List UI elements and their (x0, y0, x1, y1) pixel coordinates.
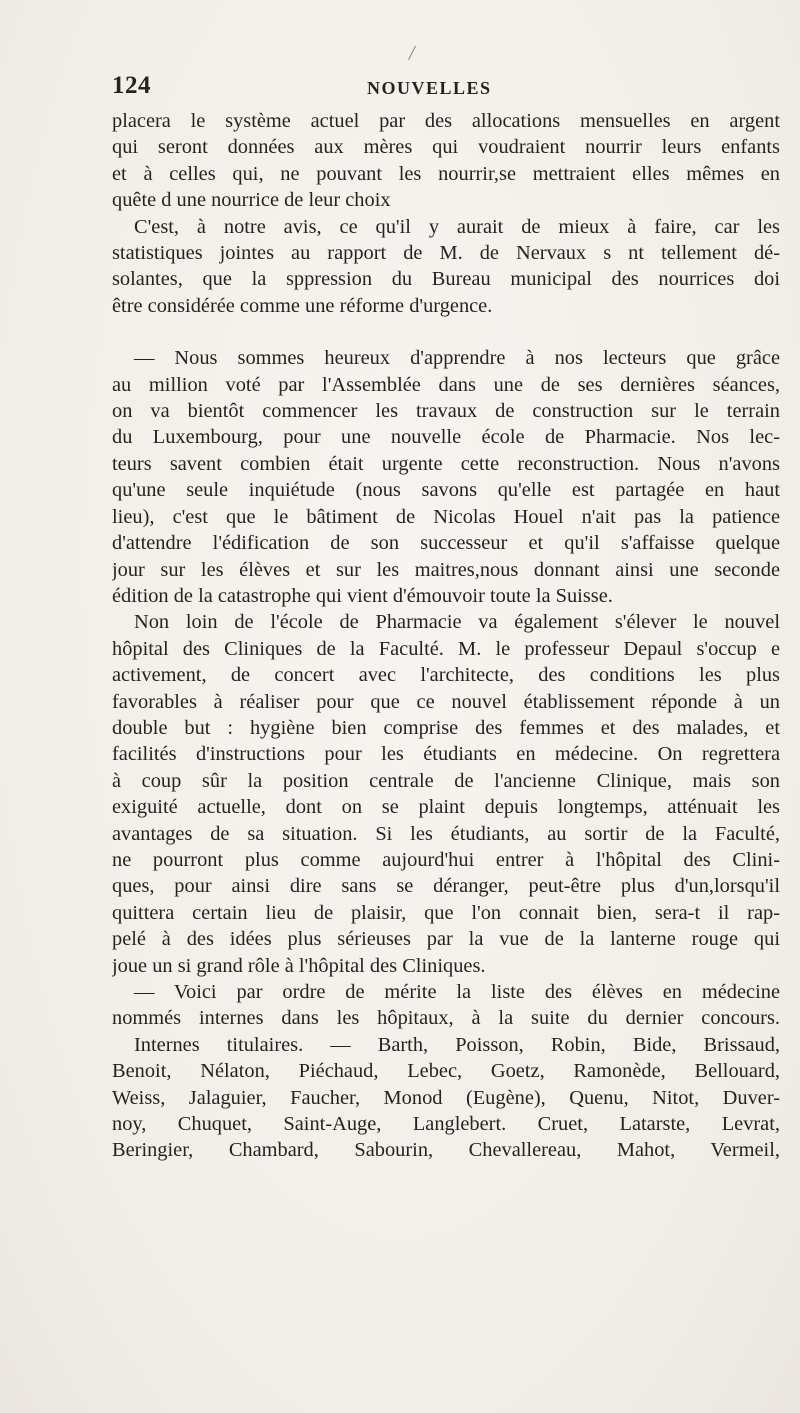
text-line: statistiques jointes au rapport de M. de Nervaux s nt tellement dé- (112, 242, 780, 265)
paragraph (112, 609, 780, 979)
text-line: édition de la catastrophe qui vient d'émouvoir toute la Suisse. (112, 584, 613, 607)
text-line: quête d une nourrice de leur choix (112, 189, 391, 212)
text-line: qui seront données aux mères qui voudraient nourrir leurs enfants (112, 136, 780, 159)
text-line: qu'une seule inquiétude (nous savons qu'elle est partagée en haut (112, 479, 780, 502)
text-line: jour sur les élèves et sur les maitres,nous donnant ainsi une seconde (112, 558, 780, 581)
text-line: être considérée comme une réforme d'urgence. (112, 294, 493, 317)
text-line: exiguité actuelle, dont on se plaint depuis longtemps, atténuait les (112, 796, 780, 819)
text-line: à coup sûr la position centrale de l'ancienne Clinique, mais son (112, 769, 780, 792)
text-line: Benoit, Nélaton, Piéchaud, Lebec, Goetz, Ramonède, Bellouard, (112, 1060, 780, 1083)
text-line: avantages de sa situation. Si les étudiants, au sortir de la Faculté, (112, 822, 780, 845)
page-header (112, 72, 780, 104)
text-line: C'est, à notre avis, ce qu'il y aurait de mieux à faire, car les (134, 215, 780, 238)
text-line: noy, Chuquet, Saint-Auge, Langlebert. Cruet, Latarste, Levrat, (112, 1113, 780, 1136)
text-line: au million voté par l'Assemblée dans une de ses dernières séances, (112, 373, 780, 396)
text-line: activement, de concert avec l'architecte, des conditions les plus (112, 664, 780, 687)
text-line: pelé à des idées plus sérieuses par la vue de la lanterne rouge qui (112, 928, 780, 951)
text-line: teurs savent combien était urgente cette reconstruction. Nous n'avons (112, 452, 780, 475)
text-line: nommés internes dans les hôpitaux, à la suite du dernier concours. (112, 1007, 780, 1030)
text-line: du Luxembourg, pour une nouvelle école de Pharmacie. Nos lec- (112, 426, 780, 449)
text-line: — Nous sommes heureux d'apprendre à nos lecteurs que grâce (134, 347, 780, 370)
text-line: Non loin de l'école de Pharmacie va également s'élever le nouvel (134, 611, 780, 634)
text-line: double but : hygiène bien comprise des femmes et des malades, et (112, 716, 780, 739)
text-line: ques, pour ainsi dire sans se déranger, peut-être plus d'un,lorsqu'il (112, 875, 780, 898)
text-line: placera le système actuel par des allocations mensuelles en argent (112, 110, 780, 132)
text-line: Weiss, Jalaguier, Faucher, Monod (Eugène), Quenu, Nitot, Duver- (112, 1086, 780, 1109)
page-number: 124 (112, 72, 151, 99)
paragraph (112, 979, 780, 1164)
text-line: ne pourront plus comme aujourd'hui entrer à l'hôpital des Clini- (112, 848, 780, 871)
paragraph (112, 345, 780, 609)
running-title: NOUVELLES (367, 78, 492, 98)
body-text (112, 108, 780, 1164)
text-line: — Voici par ordre de mérite la liste des élèves en médecine (134, 981, 780, 1003)
text-line: hôpital des Cliniques de la Faculté. M. le professeur Depaul s'occup e (112, 637, 780, 660)
text-line: quittera certain lieu de plaisir, que l'on connait bien, sera-t il rap- (112, 901, 780, 924)
text-line: lieu), c'est que le bâtiment de Nicolas Houel n'ait pas la patience (112, 505, 780, 528)
text-line: favorables à réaliser pour que ce nouvel établissement réponde à un (112, 690, 780, 713)
text-line: joue un si grand rôle à l'hôpital des Cliniques. (112, 954, 486, 977)
paragraph-gap (112, 319, 780, 345)
text-line: solantes, que la sppression du Bureau municipal des nourrices doi (112, 268, 780, 291)
text-line: Beringier, Chambard, Sabourin, Chevallereau, Mahot, Vermeil, (112, 1139, 780, 1162)
text-line: et à celles qui, ne pouvant les nourrir,se mettraient elles mêmes en (112, 162, 780, 185)
text-line: Internes titulaires. — Barth, Poisson, Robin, Bide, Brissaud, (134, 1033, 780, 1056)
text-line: d'attendre l'édification de son successeur et qu'il s'affaisse quelque (112, 532, 780, 555)
text-line: on va bientôt commencer les travaux de construction sur le terrain (112, 400, 780, 423)
text-line: facilités d'instructions pour les étudiants en médecine. On regrettera (112, 743, 780, 766)
paragraph (112, 214, 780, 320)
stray-pen-mark: / (407, 39, 417, 66)
paragraph (112, 108, 780, 214)
